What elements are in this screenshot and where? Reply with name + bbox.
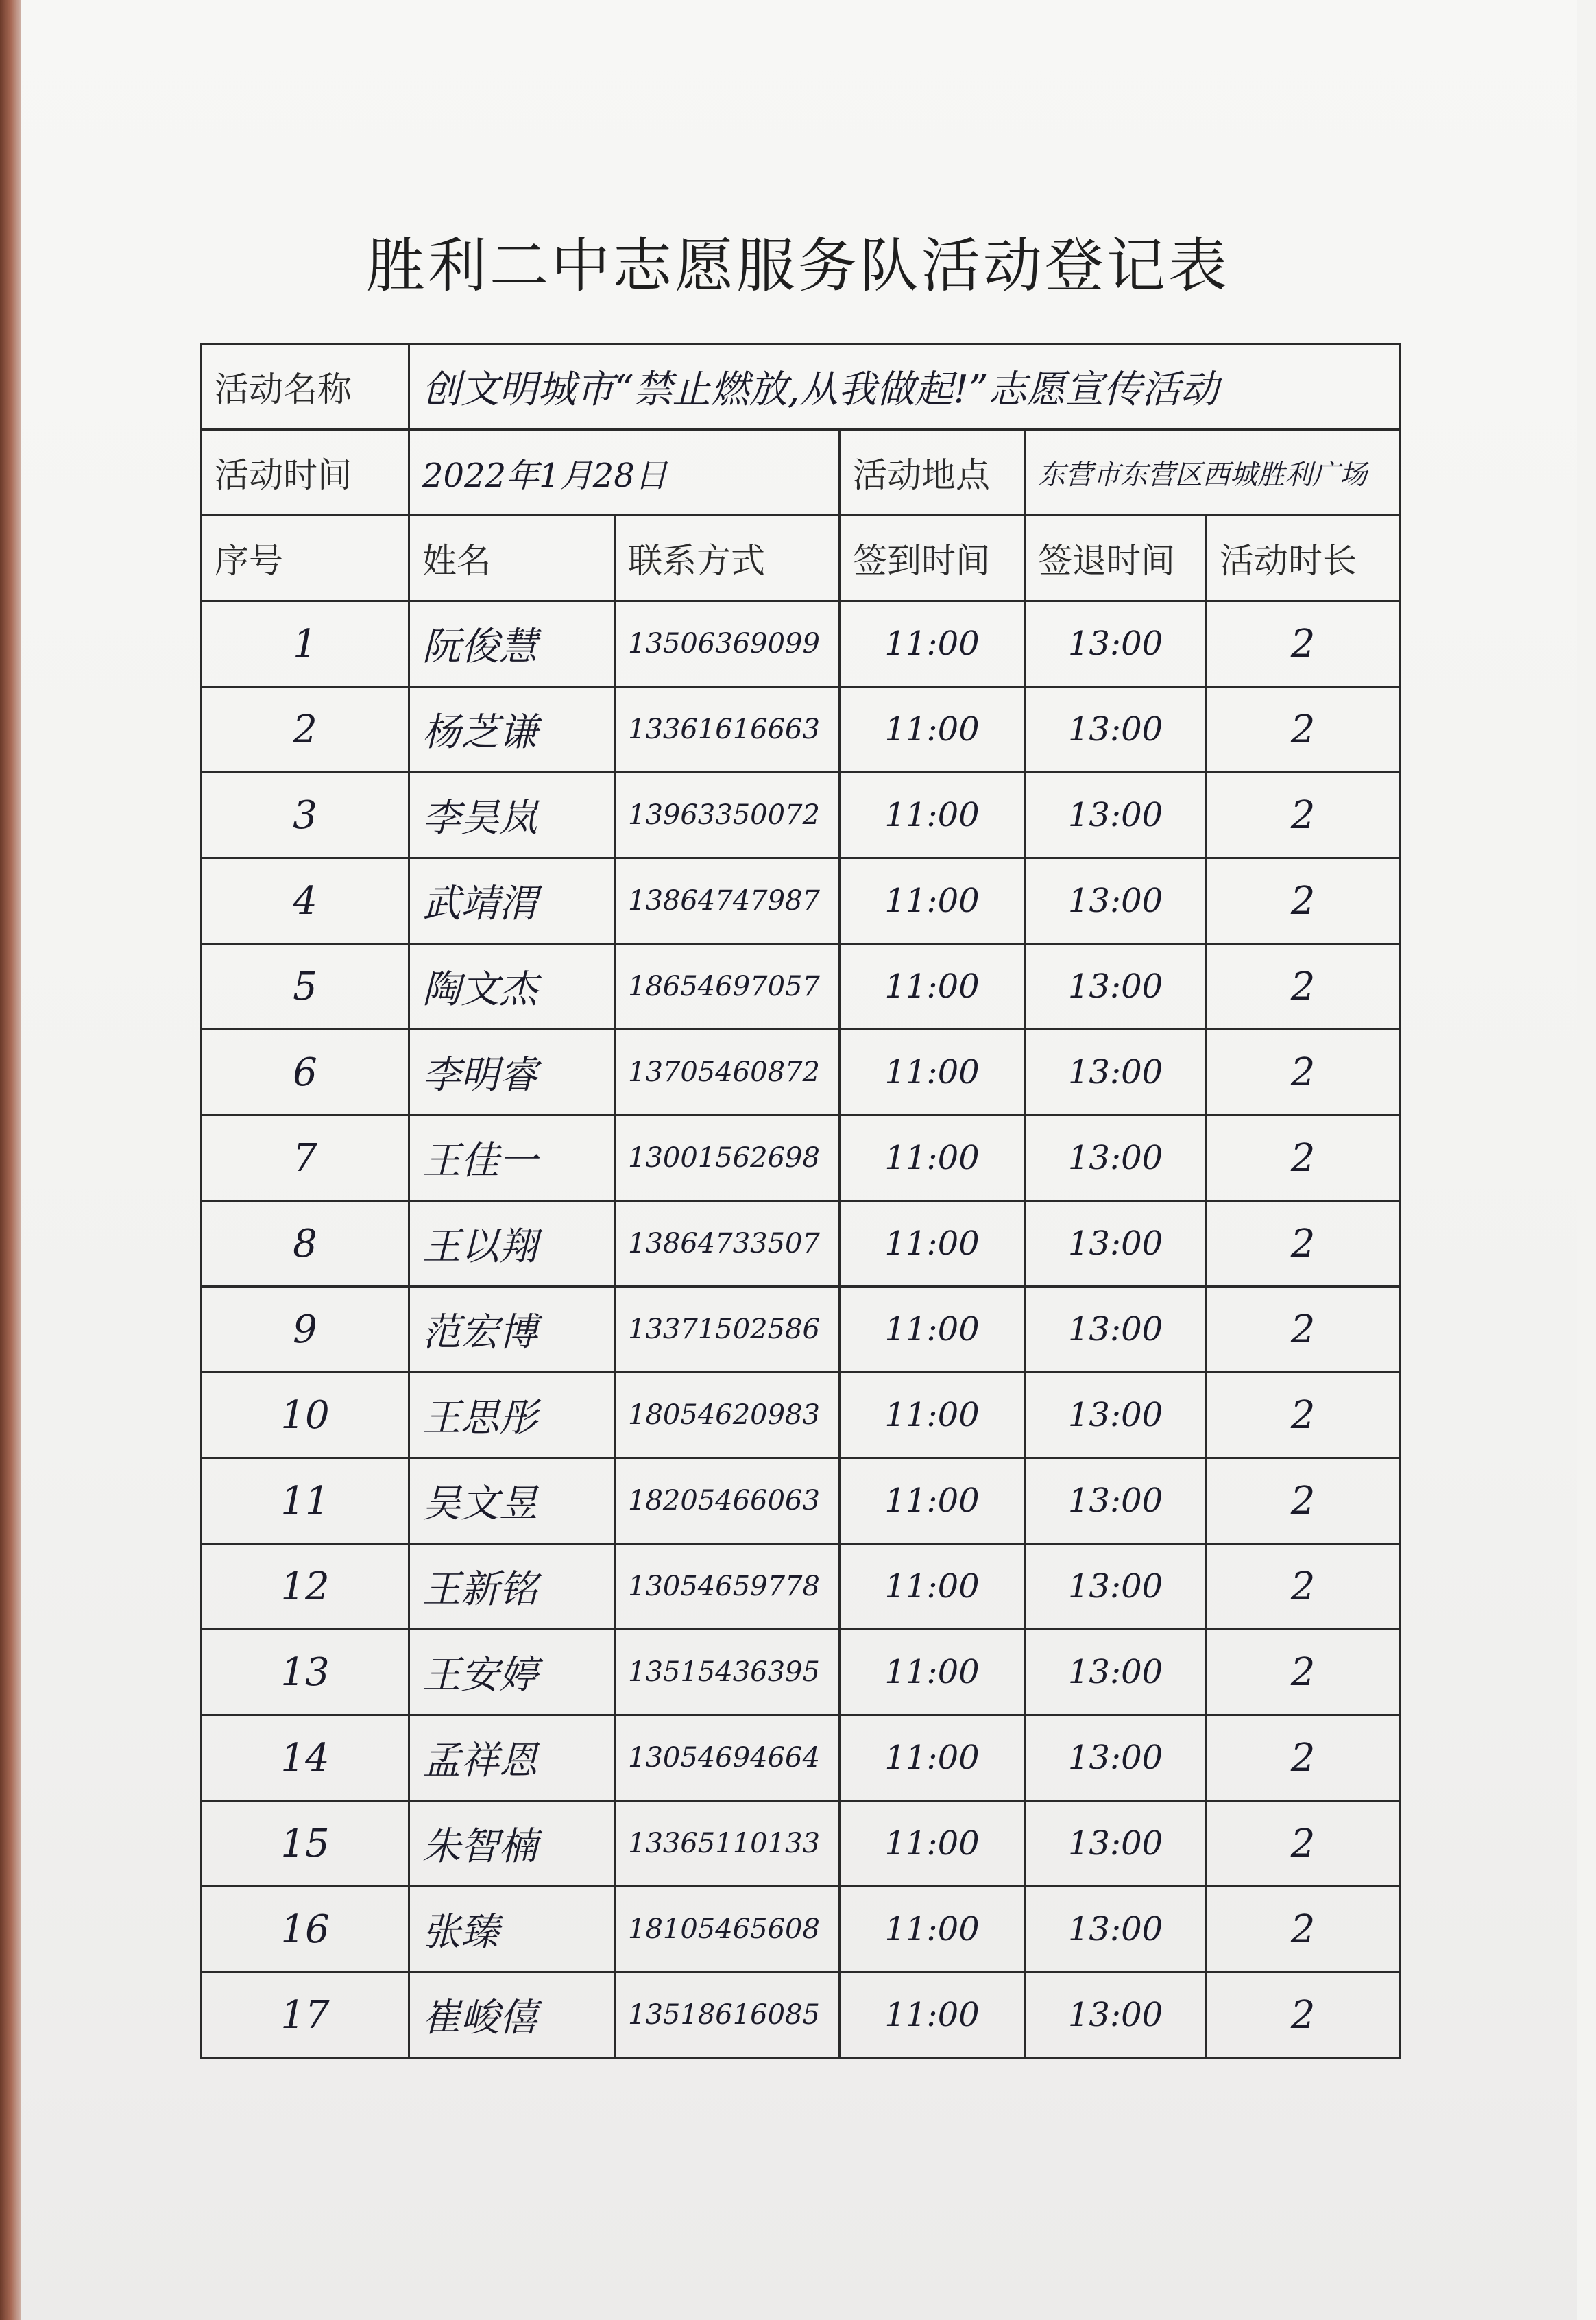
row-index: 16 xyxy=(202,1887,409,1972)
phone-number: 13705460872 xyxy=(615,1030,840,1115)
checkin-time: 11:00 xyxy=(840,944,1025,1030)
row-index: 11 xyxy=(202,1458,409,1544)
row-index: 12 xyxy=(202,1544,409,1630)
checkout-time: 13:00 xyxy=(1025,858,1207,944)
table-row xyxy=(202,1287,1400,1373)
duration-hours: 2 xyxy=(1207,773,1400,858)
duration-hours: 2 xyxy=(1207,1287,1400,1373)
checkin-time: 11:00 xyxy=(840,1544,1025,1630)
checkin-time: 11:00 xyxy=(840,1287,1025,1373)
volunteer-name: 李明睿 xyxy=(409,1030,615,1115)
table-row xyxy=(202,858,1400,944)
phone-number: 13864733507 xyxy=(615,1201,840,1287)
table-row xyxy=(202,1972,1400,2058)
checkout-time: 13:00 xyxy=(1025,1544,1207,1630)
checkout-time: 13:00 xyxy=(1025,944,1207,1030)
row-index: 4 xyxy=(202,858,409,944)
phone-number: 13054659778 xyxy=(615,1544,840,1630)
volunteer-name: 王以翔 xyxy=(409,1201,615,1287)
table-row xyxy=(202,1887,1400,1972)
duration-hours: 2 xyxy=(1207,1630,1400,1715)
header-contact: 联系方式 xyxy=(615,516,840,601)
table-row xyxy=(202,1458,1400,1544)
table-row xyxy=(202,1030,1400,1115)
activity-name-value: 创文明城市“禁止燃放,从我做起!”志愿宣传活动 xyxy=(409,344,1400,430)
row-index: 14 xyxy=(202,1715,409,1801)
row-index: 15 xyxy=(202,1801,409,1887)
phone-number: 13365110133 xyxy=(615,1801,840,1887)
table-row xyxy=(202,1630,1400,1715)
checkin-time: 11:00 xyxy=(840,1030,1025,1115)
checkin-time: 11:00 xyxy=(840,1115,1025,1201)
volunteer-name: 王思彤 xyxy=(409,1373,615,1458)
checkin-time: 11:00 xyxy=(840,858,1025,944)
table-row xyxy=(202,1801,1400,1887)
row-index: 13 xyxy=(202,1630,409,1715)
column-header-row xyxy=(202,516,1400,601)
table-row xyxy=(202,1373,1400,1458)
table-row xyxy=(202,601,1400,687)
checkin-time: 11:00 xyxy=(840,1972,1025,2058)
duration-hours: 2 xyxy=(1207,944,1400,1030)
phone-number: 18054620983 xyxy=(615,1373,840,1458)
duration-hours: 2 xyxy=(1207,601,1400,687)
checkout-time: 13:00 xyxy=(1025,1458,1207,1544)
volunteer-name: 李昊岚 xyxy=(409,773,615,858)
registration-table xyxy=(200,343,1401,2059)
row-index: 10 xyxy=(202,1373,409,1458)
phone-number: 13054694664 xyxy=(615,1715,840,1801)
volunteer-name: 杨芝谦 xyxy=(409,687,615,773)
row-index: 8 xyxy=(202,1201,409,1287)
row-index: 9 xyxy=(202,1287,409,1373)
volunteer-name: 王佳一 xyxy=(409,1115,615,1201)
activity-time-value: 2022年1月28日 xyxy=(409,430,840,516)
phone-number: 13371502586 xyxy=(615,1287,840,1373)
volunteer-name: 武靖渭 xyxy=(409,858,615,944)
table-row xyxy=(202,1201,1400,1287)
checkin-time: 11:00 xyxy=(840,1715,1025,1801)
phone-number: 13864747987 xyxy=(615,858,840,944)
checkin-time: 11:00 xyxy=(840,1458,1025,1544)
checkin-time: 11:00 xyxy=(840,1887,1025,1972)
phone-number: 18654697057 xyxy=(615,944,840,1030)
duration-hours: 2 xyxy=(1207,1030,1400,1115)
checkout-time: 13:00 xyxy=(1025,1030,1207,1115)
header-index: 序号 xyxy=(202,516,409,601)
checkin-time: 11:00 xyxy=(840,687,1025,773)
row-index: 3 xyxy=(202,773,409,858)
checkin-time: 11:00 xyxy=(840,1801,1025,1887)
phone-number: 18105465608 xyxy=(615,1887,840,1972)
header-duration: 活动时长 xyxy=(1207,516,1400,601)
duration-hours: 2 xyxy=(1207,858,1400,944)
volunteer-name: 阮俊慧 xyxy=(409,601,615,687)
row-index: 6 xyxy=(202,1030,409,1115)
duration-hours: 2 xyxy=(1207,1201,1400,1287)
header-checkout: 签退时间 xyxy=(1025,516,1207,601)
checkout-time: 13:00 xyxy=(1025,773,1207,858)
checkin-time: 11:00 xyxy=(840,1373,1025,1458)
checkin-time: 11:00 xyxy=(840,1630,1025,1715)
table-row xyxy=(202,1115,1400,1201)
checkin-time: 11:00 xyxy=(840,773,1025,858)
row-index: 7 xyxy=(202,1115,409,1201)
checkout-time: 13:00 xyxy=(1025,1287,1207,1373)
checkout-time: 13:00 xyxy=(1025,1630,1207,1715)
duration-hours: 2 xyxy=(1207,1715,1400,1801)
row-index: 17 xyxy=(202,1972,409,2058)
volunteer-name: 范宏博 xyxy=(409,1287,615,1373)
table-row xyxy=(202,1544,1400,1630)
checkin-time: 11:00 xyxy=(840,601,1025,687)
duration-hours: 2 xyxy=(1207,1972,1400,2058)
duration-hours: 2 xyxy=(1207,1458,1400,1544)
activity-place-label: 活动地点 xyxy=(840,430,1025,516)
duration-hours: 2 xyxy=(1207,1544,1400,1630)
table-row xyxy=(202,687,1400,773)
volunteer-name: 吴文昱 xyxy=(409,1458,615,1544)
checkin-time: 11:00 xyxy=(840,1201,1025,1287)
volunteer-name: 朱智楠 xyxy=(409,1801,615,1887)
table-row xyxy=(202,944,1400,1030)
volunteer-name: 张臻 xyxy=(409,1887,615,1972)
form-title: 胜利二中志愿服务队活动登记表 xyxy=(366,232,1230,300)
checkout-time: 13:00 xyxy=(1025,1801,1207,1887)
phone-number: 13515436395 xyxy=(615,1630,840,1715)
row-index: 5 xyxy=(202,944,409,1030)
checkout-time: 13:00 xyxy=(1025,1715,1207,1801)
phone-number: 13001562698 xyxy=(615,1115,840,1201)
header-name: 姓名 xyxy=(409,516,615,601)
checkout-time: 13:00 xyxy=(1025,687,1207,773)
activity-name-row xyxy=(202,344,1400,430)
checkout-time: 13:00 xyxy=(1025,1115,1207,1201)
duration-hours: 2 xyxy=(1207,1115,1400,1201)
phone-number: 13361616663 xyxy=(615,687,840,773)
duration-hours: 2 xyxy=(1207,1887,1400,1972)
phone-number: 13963350072 xyxy=(615,773,840,858)
volunteer-name: 孟祥恩 xyxy=(409,1715,615,1801)
activity-time-label: 活动时间 xyxy=(202,430,409,516)
duration-hours: 2 xyxy=(1207,1373,1400,1458)
activity-name-label: 活动名称 xyxy=(202,344,409,430)
duration-hours: 2 xyxy=(1207,1801,1400,1887)
table-row xyxy=(202,773,1400,858)
header-checkin: 签到时间 xyxy=(840,516,1025,601)
duration-hours: 2 xyxy=(1207,687,1400,773)
checkout-time: 13:00 xyxy=(1025,1373,1207,1458)
volunteer-name: 王安婷 xyxy=(409,1630,615,1715)
phone-number: 18205466063 xyxy=(615,1458,840,1544)
volunteer-name: 崔峻僖 xyxy=(409,1972,615,2058)
row-index: 1 xyxy=(202,601,409,687)
activity-time-row xyxy=(202,430,1400,516)
checkout-time: 13:00 xyxy=(1025,1972,1207,2058)
phone-number: 13518616085 xyxy=(615,1972,840,2058)
checkout-time: 13:00 xyxy=(1025,1201,1207,1287)
activity-place-value: 东营市东营区西城胜利广场 xyxy=(1025,430,1400,516)
volunteer-name: 陶文杰 xyxy=(409,944,615,1030)
phone-number: 13506369099 xyxy=(615,601,840,687)
checkout-time: 13:00 xyxy=(1025,1887,1207,1972)
row-index: 2 xyxy=(202,687,409,773)
table-row xyxy=(202,1715,1400,1801)
checkout-time: 13:00 xyxy=(1025,601,1207,687)
volunteer-name: 王新铭 xyxy=(409,1544,615,1630)
